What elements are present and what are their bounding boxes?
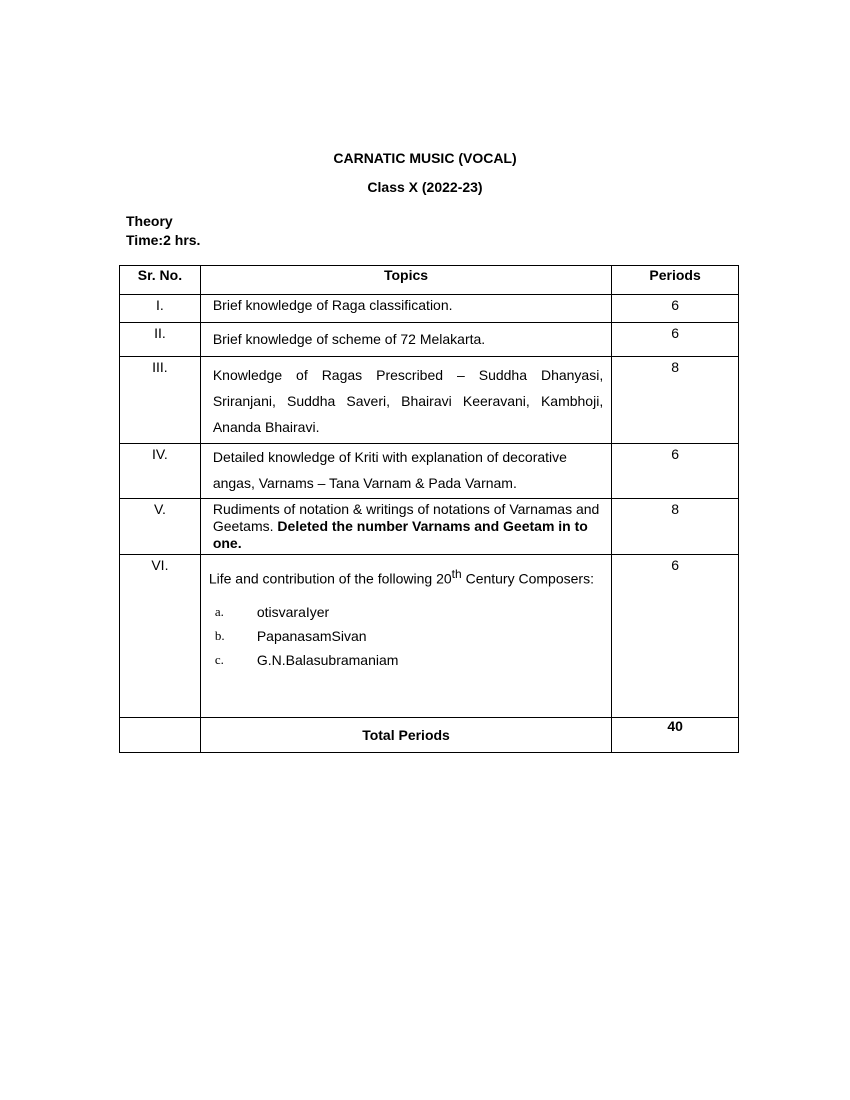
sr-no-cell: II. xyxy=(120,323,201,357)
total-value: 40 xyxy=(612,718,739,753)
periods-cell: 6 xyxy=(612,444,739,499)
topic-note-bold: Deleted the number Varnams and Geetam in to one. xyxy=(212,518,588,551)
ordinal-suffix: th xyxy=(451,567,462,581)
header-periods: Periods xyxy=(612,266,739,295)
time-label: Time:2 hrs. xyxy=(126,232,201,248)
empty-cell xyxy=(120,718,201,753)
sr-no-cell: V. xyxy=(120,499,201,555)
composers-intro xyxy=(209,561,603,592)
header-sr-no: Sr. No. xyxy=(120,266,201,295)
topic-text: Life and contribution of the following 20 xyxy=(208,570,452,587)
total-row xyxy=(120,718,739,753)
composer-name: PapanasamSivan xyxy=(256,627,367,644)
sr-no-cell: IV. xyxy=(120,444,201,499)
topic-cell: Brief knowledge of Raga classification. xyxy=(200,295,611,323)
syllabus-table xyxy=(119,265,739,753)
periods-cell: 8 xyxy=(612,499,739,555)
section-label: Theory xyxy=(126,213,173,229)
periods-cell: 6 xyxy=(612,323,739,357)
periods-cell: 6 xyxy=(612,555,739,718)
list-marker: b. xyxy=(214,627,225,643)
periods-cell: 6 xyxy=(612,295,739,323)
table-header-row xyxy=(120,266,739,295)
table-row xyxy=(120,295,739,323)
document-title: CARNATIC MUSIC (VOCAL) xyxy=(333,150,517,166)
sr-no-cell: III. xyxy=(120,357,201,444)
list-item xyxy=(209,648,603,672)
sr-no-cell: I. xyxy=(120,295,201,323)
table-row xyxy=(120,357,739,444)
table-row xyxy=(120,555,739,718)
list-marker: a. xyxy=(214,603,224,619)
sr-no-cell: VI. xyxy=(120,555,201,718)
table-row xyxy=(120,323,739,357)
list-item xyxy=(209,624,603,648)
composer-list xyxy=(209,600,603,672)
header-topics: Topics xyxy=(200,266,611,295)
table-row xyxy=(120,444,739,499)
topic-text-cont: Century Composers: xyxy=(461,570,594,587)
list-item xyxy=(209,600,603,624)
topic-cell xyxy=(200,499,611,555)
class-year: Class X (2022-23) xyxy=(367,179,483,195)
total-label: Total Periods xyxy=(200,718,611,753)
table-row xyxy=(120,499,739,555)
topic-cell: Brief knowledge of scheme of 72 Melakarta. xyxy=(200,323,611,357)
topic-cell xyxy=(200,555,611,718)
composer-name: otisvaraIyer xyxy=(256,603,330,620)
list-marker: c. xyxy=(214,651,224,667)
topic-cell: Knowledge of Ragas Prescribed – Suddha Dhanyasi, Sriranjani, Suddha Saveri, Bhairavi Keeravani, Kambhoji, Ananda Bhairavi. xyxy=(200,357,611,444)
periods-cell: 8 xyxy=(612,357,739,444)
topic-text: Rudiments of notation & writings of notations of Varnamas and Geetams. xyxy=(212,501,600,534)
composer-name: G.N.Balasubramaniam xyxy=(256,651,399,668)
topic-cell: Detailed knowledge of Kriti with explanation of decorative angas, Varnams – Tana Varnam & Pada Varnam. xyxy=(200,444,611,499)
